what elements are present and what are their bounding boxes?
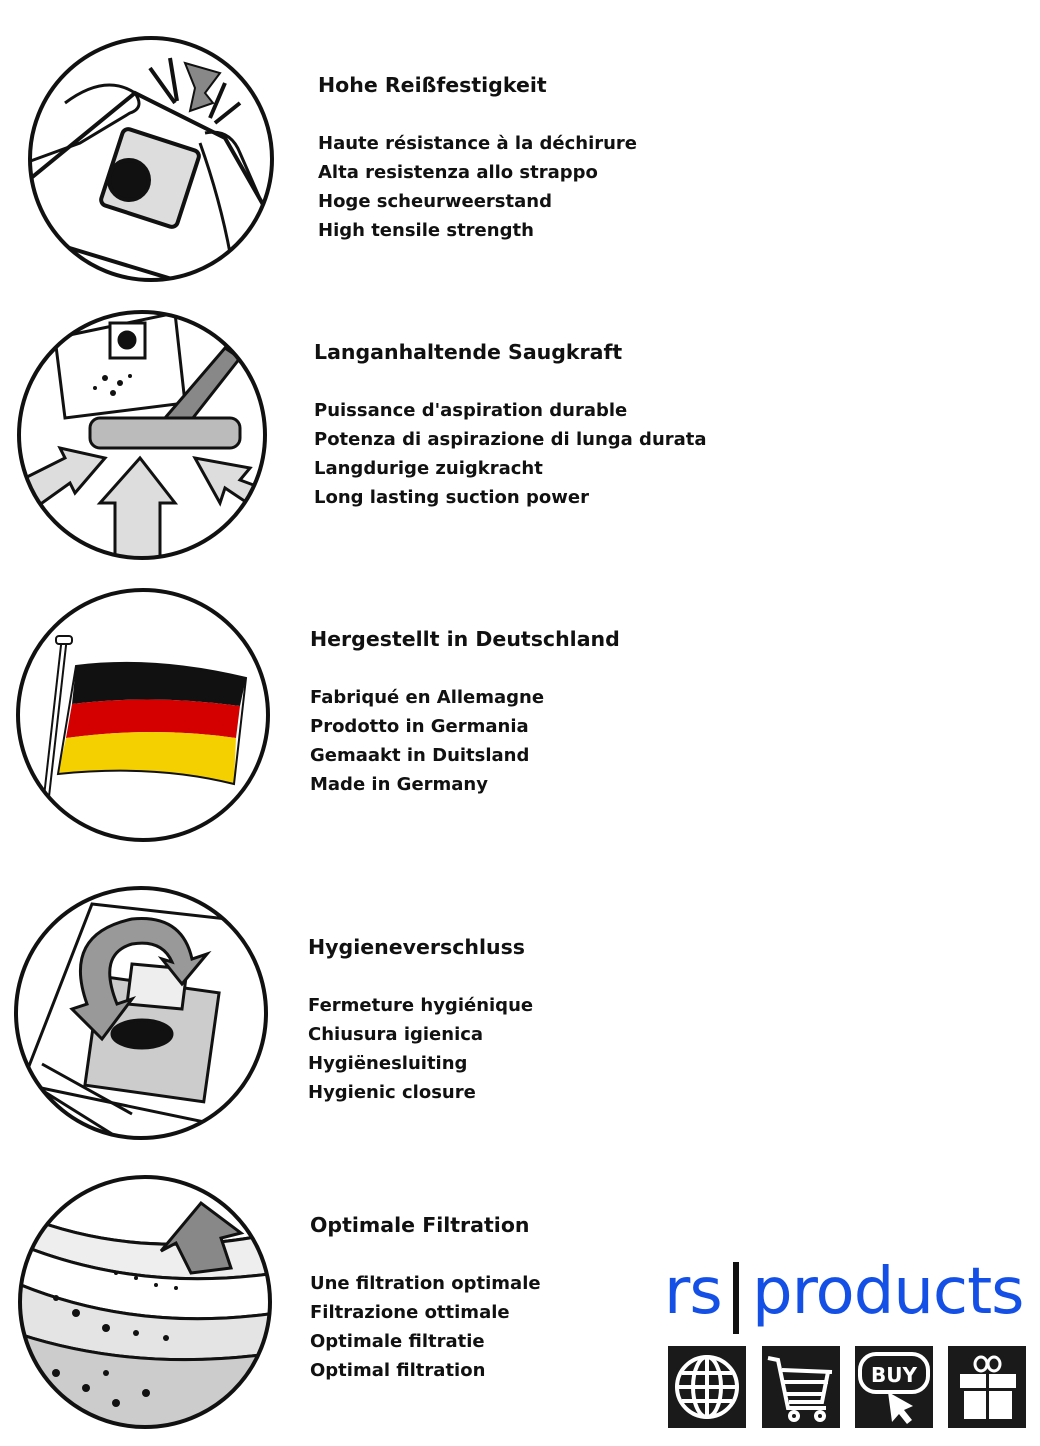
feature-line-nl: Langdurige zuigkracht <box>314 458 543 479</box>
brand-logo-products: products <box>752 1255 1024 1329</box>
feature-line-en: Optimal filtration <box>310 1360 486 1381</box>
feature-title: Optimale Filtration <box>310 1213 530 1237</box>
buy-button-icon[interactable] <box>855 1346 933 1428</box>
feature-line-fr: Fermeture hygiénique <box>308 995 534 1016</box>
vacuum-suction-icon <box>15 308 269 562</box>
feature-line-fr: Haute résistance à la déchirure <box>318 133 638 154</box>
feature-line-en: Hygienic closure <box>308 1082 476 1103</box>
shopping-cart-icon[interactable] <box>762 1346 840 1428</box>
feature-line-it: Prodotto in Germania <box>310 716 529 737</box>
feature-line-en: Long lasting suction power <box>314 487 589 508</box>
feature-title: Hygieneverschluss <box>308 935 525 959</box>
brand-logo <box>664 1252 1034 1336</box>
feature-line-it: Filtrazione ottimale <box>310 1302 510 1323</box>
german-flag-icon <box>14 586 272 844</box>
feature-title: Langanhaltende Saugkraft <box>314 340 623 364</box>
feature-line-nl: Optimale filtratie <box>310 1331 485 1352</box>
tearing-bag-icon <box>25 33 277 285</box>
feature-line-en: High tensile strength <box>318 220 534 241</box>
feature-line-fr: Puissance d'aspiration durable <box>314 400 628 421</box>
globe-icon[interactable] <box>668 1346 746 1428</box>
feature-title: Hohe Reißfestigkeit <box>318 73 547 97</box>
feature-line-fr: Fabriqué en Allemagne <box>310 687 545 708</box>
feature-line-it: Potenza di aspirazione di lunga durata <box>314 429 707 450</box>
feature-line-it: Alta resistenza allo strappo <box>318 162 598 183</box>
buy-label: BUY <box>871 1363 917 1387</box>
feature-title: Hergestellt in Deutschland <box>310 627 620 651</box>
brand-logo-divider <box>733 1262 739 1334</box>
feature-line-it: Chiusura igienica <box>308 1024 484 1045</box>
filter-layers-icon <box>16 1173 274 1431</box>
feature-line-en: Made in Germany <box>310 774 488 795</box>
feature-line-nl: Hoge scheurweerstand <box>318 191 552 212</box>
gift-icon[interactable] <box>948 1346 1026 1428</box>
feature-line-nl: Hygiënesluiting <box>308 1053 468 1074</box>
feature-line-nl: Gemaakt in Duitsland <box>310 745 530 766</box>
brand-logo-rs: rs <box>664 1255 722 1329</box>
feature-line-fr: Une filtration optimale <box>310 1273 541 1294</box>
hygienic-closure-icon <box>12 884 270 1142</box>
